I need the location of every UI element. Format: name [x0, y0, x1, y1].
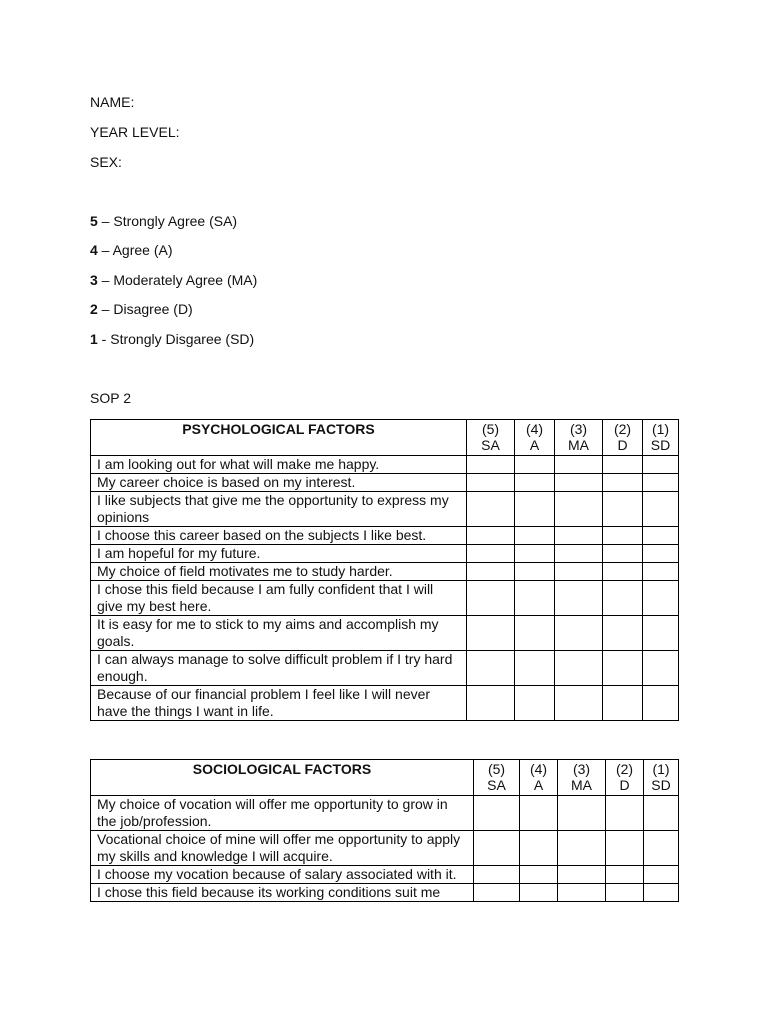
- rating-cell-d[interactable]: [603, 563, 643, 581]
- rating-cell-sd[interactable]: [643, 492, 679, 527]
- legend-item-3: [90, 272, 257, 288]
- psychological-items: [91, 456, 679, 721]
- rating-cell-sa[interactable]: [467, 474, 515, 492]
- rating-cell-d[interactable]: [603, 545, 643, 563]
- statement-text: My choice of field motivates me to study harder.: [91, 563, 467, 581]
- scale-header-sd: (1) SD: [643, 420, 679, 456]
- sociological-items: [91, 796, 679, 902]
- scale-header-sd: (1) SD: [644, 760, 679, 796]
- sex-field-label: SEX:: [90, 154, 122, 170]
- rating-cell-d[interactable]: [603, 474, 643, 492]
- table-row: [91, 651, 679, 686]
- statement-text: I am looking out for what will make me happy.: [91, 456, 467, 474]
- table-row: [91, 581, 679, 616]
- rating-cell-ma[interactable]: [558, 796, 606, 831]
- table-row: [91, 527, 679, 545]
- rating-cell-sd[interactable]: [643, 563, 679, 581]
- rating-cell-a[interactable]: [515, 581, 555, 616]
- rating-cell-sd[interactable]: [644, 866, 679, 884]
- rating-cell-ma[interactable]: [555, 527, 603, 545]
- legend-item-5: [90, 213, 237, 229]
- rating-cell-sa[interactable]: [467, 581, 515, 616]
- statement-text: I chose this field because I am fully confident that I will give my best here.: [91, 581, 467, 616]
- rating-cell-ma[interactable]: [558, 884, 606, 902]
- rating-cell-d[interactable]: [606, 796, 644, 831]
- rating-cell-d[interactable]: [603, 686, 643, 721]
- table-row: [91, 796, 679, 831]
- statement-text: I am hopeful for my future.: [91, 545, 467, 563]
- rating-cell-d[interactable]: [603, 456, 643, 474]
- rating-cell-sa[interactable]: [467, 686, 515, 721]
- scale-header-sa: (5) SA: [474, 760, 520, 796]
- statement-text: It is easy for me to stick to my aims and accomplish my goals.: [91, 616, 467, 651]
- scale-header-d: (2) D: [603, 420, 643, 456]
- rating-cell-a[interactable]: [515, 492, 555, 527]
- legend-item-4: [90, 242, 173, 258]
- legend-number: 3: [90, 272, 98, 288]
- rating-cell-a[interactable]: [515, 616, 555, 651]
- table-header-row: [91, 420, 679, 456]
- rating-cell-sa[interactable]: [467, 563, 515, 581]
- rating-cell-ma[interactable]: [555, 563, 603, 581]
- rating-cell-sa[interactable]: [474, 866, 520, 884]
- psychological-factors-title: PSYCHOLOGICAL FACTORS: [91, 420, 467, 456]
- statement-text: Because of our financial problem I feel like I will never have the things I want in life.: [91, 686, 467, 721]
- year-level-field-label: YEAR LEVEL:: [90, 124, 180, 140]
- sop-label: SOP 2: [90, 390, 131, 406]
- psychological-factors-table: [90, 419, 679, 721]
- rating-cell-ma[interactable]: [555, 456, 603, 474]
- rating-cell-sa[interactable]: [467, 651, 515, 686]
- rating-cell-d[interactable]: [603, 581, 643, 616]
- scale-header-a: (4) A: [520, 760, 558, 796]
- statement-text: I like subjects that give me the opportunity to express my opinions: [91, 492, 467, 527]
- rating-cell-a[interactable]: [520, 796, 558, 831]
- rating-cell-sd[interactable]: [643, 545, 679, 563]
- rating-cell-sd[interactable]: [643, 616, 679, 651]
- legend-item-2: [90, 301, 193, 317]
- rating-cell-ma[interactable]: [555, 616, 603, 651]
- rating-cell-a[interactable]: [515, 527, 555, 545]
- table-row: [91, 545, 679, 563]
- rating-cell-sa[interactable]: [474, 831, 520, 866]
- rating-cell-sd[interactable]: [643, 456, 679, 474]
- table-row: [91, 563, 679, 581]
- statement-text: I choose my vocation because of salary associated with it.: [91, 866, 474, 884]
- rating-cell-ma[interactable]: [555, 651, 603, 686]
- rating-cell-ma[interactable]: [555, 492, 603, 527]
- name-field-label: NAME:: [90, 94, 135, 110]
- statement-text: Vocational choice of mine will offer me opportunity to apply my skills and knowledge I will acquire.: [91, 831, 474, 866]
- scale-header-ma: (3) MA: [555, 420, 603, 456]
- table-row: [91, 616, 679, 651]
- rating-cell-sa[interactable]: [467, 456, 515, 474]
- table-row: [91, 686, 679, 721]
- legend-text: - Strongly Disgaree (SD): [97, 331, 255, 347]
- rating-cell-ma[interactable]: [555, 686, 603, 721]
- legend-item-1: [90, 331, 254, 347]
- rating-cell-sa[interactable]: [467, 545, 515, 563]
- table-row: [91, 456, 679, 474]
- table-header-row: [91, 760, 679, 796]
- rating-cell-a[interactable]: [520, 831, 558, 866]
- rating-cell-ma[interactable]: [555, 474, 603, 492]
- table-row: [91, 866, 679, 884]
- statement-text: My career choice is based on my interest.: [91, 474, 467, 492]
- table-row: [91, 831, 679, 866]
- legend-number: 5: [90, 213, 98, 229]
- sociological-factors-table: [90, 759, 679, 902]
- rating-cell-ma[interactable]: [558, 866, 606, 884]
- rating-cell-sa[interactable]: [474, 884, 520, 902]
- legend-text: – Moderately Agree (MA): [97, 272, 258, 288]
- rating-cell-sd[interactable]: [643, 527, 679, 545]
- rating-cell-ma[interactable]: [558, 831, 606, 866]
- rating-cell-ma[interactable]: [555, 581, 603, 616]
- statement-text: I chose this field because its working conditions suit me: [91, 884, 474, 902]
- rating-cell-a[interactable]: [515, 545, 555, 563]
- rating-cell-a[interactable]: [515, 651, 555, 686]
- rating-cell-sd[interactable]: [644, 796, 679, 831]
- sociological-factors-title: SOCIOLOGICAL FACTORS: [91, 760, 474, 796]
- rating-cell-d[interactable]: [606, 884, 644, 902]
- rating-cell-d[interactable]: [603, 616, 643, 651]
- scale-header-sa: (5) SA: [467, 420, 515, 456]
- rating-cell-d[interactable]: [603, 527, 643, 545]
- scale-header-d: (2) D: [606, 760, 644, 796]
- rating-cell-d[interactable]: [603, 492, 643, 527]
- rating-cell-d[interactable]: [603, 651, 643, 686]
- scale-header-a: (4) A: [515, 420, 555, 456]
- rating-cell-sa[interactable]: [467, 527, 515, 545]
- scale-header-ma: (3) MA: [558, 760, 606, 796]
- legend-text: – Strongly Agree (SA): [97, 213, 238, 229]
- rating-cell-a[interactable]: [520, 884, 558, 902]
- table-row: [91, 474, 679, 492]
- rating-cell-sd[interactable]: [644, 831, 679, 866]
- statement-text: I can always manage to solve difficult problem if I try hard enough.: [91, 651, 467, 686]
- rating-cell-a[interactable]: [515, 686, 555, 721]
- rating-cell-sd[interactable]: [644, 884, 679, 902]
- rating-cell-sa[interactable]: [467, 616, 515, 651]
- rating-cell-sd[interactable]: [643, 651, 679, 686]
- rating-cell-a[interactable]: [515, 563, 555, 581]
- legend-text: – Disagree (D): [97, 301, 193, 317]
- legend-number: 2: [90, 301, 98, 317]
- rating-cell-sa[interactable]: [474, 796, 520, 831]
- rating-cell-a[interactable]: [520, 866, 558, 884]
- table-row: [91, 492, 679, 527]
- rating-cell-a[interactable]: [515, 456, 555, 474]
- rating-cell-ma[interactable]: [555, 545, 603, 563]
- rating-cell-d[interactable]: [606, 831, 644, 866]
- rating-cell-sd[interactable]: [643, 686, 679, 721]
- rating-cell-sa[interactable]: [467, 492, 515, 527]
- legend-text: – Agree (A): [97, 242, 173, 258]
- rating-cell-d[interactable]: [606, 866, 644, 884]
- rating-cell-a[interactable]: [515, 474, 555, 492]
- statement-text: I choose this career based on the subjects I like best.: [91, 527, 467, 545]
- legend-number: 4: [90, 242, 98, 258]
- statement-text: My choice of vocation will offer me opportunity to grow in the job/profession.: [91, 796, 474, 831]
- rating-cell-sd[interactable]: [643, 474, 679, 492]
- rating-cell-sd[interactable]: [643, 581, 679, 616]
- table-row: [91, 884, 679, 902]
- legend-number: 1: [90, 331, 98, 347]
